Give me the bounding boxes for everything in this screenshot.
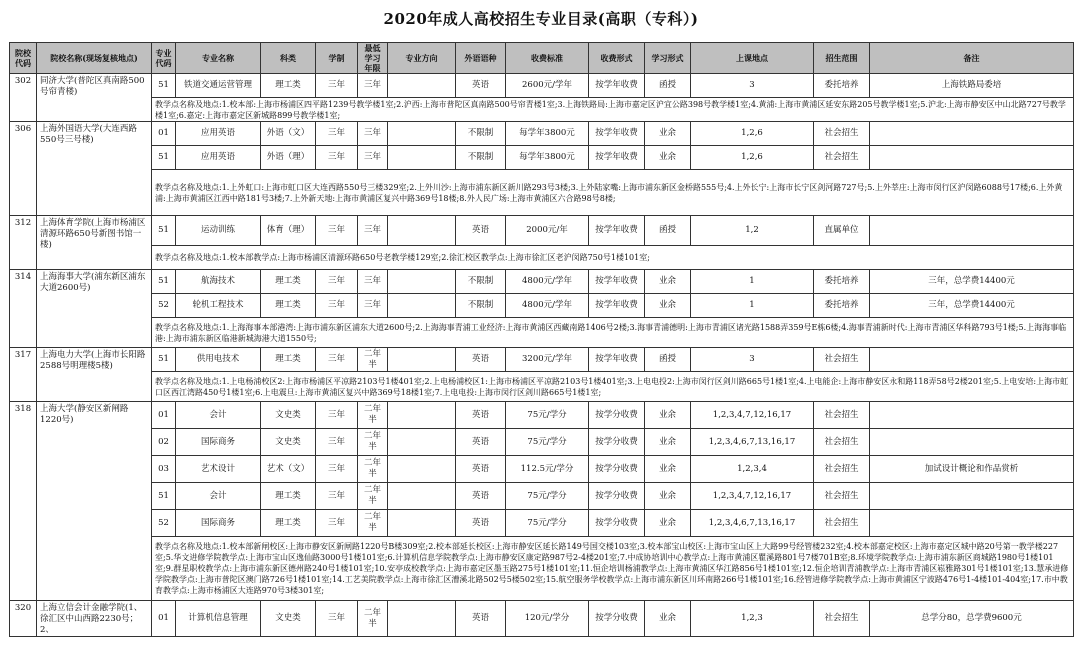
enroll-scope: 社会招生 — [814, 348, 870, 372]
duration: 三年 — [316, 348, 358, 372]
foreign-language: 英语 — [456, 510, 506, 537]
school-code: 318 — [10, 402, 37, 601]
major-name: 计算机信息管理 — [176, 601, 261, 637]
remark — [870, 216, 1074, 246]
enroll-scope: 直属单位 — [814, 216, 870, 246]
remark: 三年，总学费14400元 — [870, 270, 1074, 294]
major-name: 会计 — [176, 402, 261, 429]
direction — [388, 122, 456, 146]
teaching-site-row — [10, 372, 1074, 402]
column-header: 学习形式 — [645, 43, 691, 74]
column-header: 科类 — [261, 43, 316, 74]
study-form: 业余 — [645, 429, 691, 456]
fee: 120元/学分 — [506, 601, 589, 637]
fee: 75元/学分 — [506, 510, 589, 537]
class-location: 1,2,6 — [691, 146, 814, 170]
min-years: 三年 — [358, 270, 388, 294]
duration: 三年 — [316, 456, 358, 483]
major-name: 应用英语 — [176, 146, 261, 170]
fee: 75元/学分 — [506, 483, 589, 510]
major-code: 02 — [152, 429, 176, 456]
enroll-scope: 委托培养 — [814, 74, 870, 98]
school-code: 314 — [10, 270, 37, 348]
table-row — [10, 429, 1074, 456]
school-code: 317 — [10, 348, 37, 402]
foreign-language: 不限制 — [456, 270, 506, 294]
column-header: 收费形式 — [589, 43, 645, 74]
major-code: 51 — [152, 483, 176, 510]
table-row — [10, 483, 1074, 510]
fee: 每学年3800元 — [506, 122, 589, 146]
fee-form: 按学分收费 — [589, 510, 645, 537]
foreign-language: 英语 — [456, 216, 506, 246]
direction — [388, 402, 456, 429]
direction — [388, 146, 456, 170]
study-form: 业余 — [645, 456, 691, 483]
school-name: 上海电力大学(上海市长阳路2588号明理楼5楼) — [37, 348, 152, 402]
category: 理工类 — [261, 348, 316, 372]
major-name: 会计 — [176, 483, 261, 510]
min-years: 三年 — [358, 294, 388, 318]
fee: 每学年3800元 — [506, 146, 589, 170]
study-form: 业余 — [645, 270, 691, 294]
table-row — [10, 216, 1074, 246]
fee-form: 按学分收费 — [589, 601, 645, 637]
fee-form: 按学年收费 — [589, 270, 645, 294]
remark — [870, 122, 1074, 146]
direction — [388, 510, 456, 537]
major-code: 52 — [152, 510, 176, 537]
min-years: 二年半 — [358, 483, 388, 510]
fee-form: 按学分收费 — [589, 402, 645, 429]
school-name: 同济大学(普陀区真南路500号帘青楼) — [37, 74, 152, 122]
class-location: 1,2,3,4 — [691, 456, 814, 483]
major-code: 51 — [152, 348, 176, 372]
category: 理工类 — [261, 74, 316, 98]
enroll-scope: 社会招生 — [814, 483, 870, 510]
foreign-language: 英语 — [456, 429, 506, 456]
class-location: 1,2,3,4,7,12,16,17 — [691, 483, 814, 510]
fee-form: 按学年收费 — [589, 348, 645, 372]
foreign-language: 英语 — [456, 456, 506, 483]
duration: 三年 — [316, 483, 358, 510]
teaching-site-note: 教学点名称及地点:1.校本部新闸校区:上海市静安区新闸路1220号B楼309室;2.校本部延长校区:上海市静安区延长路149号国交楼103室;3.校本部宝山校区:上海市宝山区上大路99号经管楼232室;4.校本部嘉定校区:上海市嘉定区城中路20号第一教学楼227室;5.华文进修学院教学点:上海市宝山区逸仙路3000号1楼101室;6.计算机信息学院教学点:上海市静安区康定路987号2-4楼201室;7.中成协培训中心教学点:上海市黄浦区瞿溪路801号7楼701B室;8.环境学院教学点:上海市浦东新区商城路1980号1楼101室;9.群星职校教学点:上海市浦东新区德州路240号1楼101室;10.安亭成校教学点:上海市嘉定区墨玉路275号1楼101室;11.恒企培训杨浦教学点:上海市黄浦区华江路856号1楼101室;12.恒企培训青浦教学点:上海市青浦区崧雅路301号1楼101室;13.慧承进修学院教学点:上海市普陀区澳门路726号1楼101室;14.工艺美院教学点:上海市徐汇区漕溪北路502号5楼502室;15.航空服务学校教学点:上海市浦东新区川环南路266号1楼101室;16.经管进修学院教学点:上海市黄浦区宁波路476号1-4楼101-404室;17.市中教育教学点:上海市杨浦区大连路970号3楼301室; — [152, 537, 1074, 601]
category: 外语（文） — [261, 122, 316, 146]
fee: 3200元/学年 — [506, 348, 589, 372]
enroll-scope: 社会招生 — [814, 456, 870, 483]
teaching-site-row — [10, 537, 1074, 601]
table-row — [10, 510, 1074, 537]
fee-form: 按学分收费 — [589, 429, 645, 456]
remark — [870, 146, 1074, 170]
table-row — [10, 74, 1074, 98]
class-location: 3 — [691, 348, 814, 372]
remark — [870, 510, 1074, 537]
major-name: 轮机工程技术 — [176, 294, 261, 318]
enroll-scope: 社会招生 — [814, 601, 870, 637]
enroll-scope: 社会招生 — [814, 402, 870, 429]
column-header: 收费标准 — [506, 43, 589, 74]
teaching-site-row — [10, 246, 1074, 270]
teaching-site-note: 教学点名称及地点:1.上外虹口:上海市虹口区大连西路550号三楼329室;2.上外川沙:上海市浦东新区新川路293号3楼;3.上外陆家嘴:上海市浦东新区金桥路555号;4.上外长宁:上海市长宁区剑河路727号;5.上外莘庄:上海市闵行区沪闵路6088号17楼;6.上外黄浦:上海市黄浦区江西中路181号3楼;7.上外新天地:上海市黄浦区复兴中路369号18楼;8.外人民广场:上海市黄浦区六合路98号8楼; — [152, 170, 1074, 216]
remark: 三年，总学费14400元 — [870, 294, 1074, 318]
table-row — [10, 601, 1074, 637]
duration: 三年 — [316, 74, 358, 98]
remark — [870, 429, 1074, 456]
min-years: 二年半 — [358, 348, 388, 372]
major-code: 01 — [152, 122, 176, 146]
foreign-language: 不限制 — [456, 122, 506, 146]
duration: 三年 — [316, 510, 358, 537]
duration: 三年 — [316, 216, 358, 246]
study-form: 业余 — [645, 510, 691, 537]
major-code: 01 — [152, 402, 176, 429]
major-code: 51 — [152, 270, 176, 294]
school-code: 302 — [10, 74, 37, 122]
class-location: 1,2,3 — [691, 601, 814, 637]
category: 理工类 — [261, 510, 316, 537]
foreign-language: 不限制 — [456, 146, 506, 170]
study-form: 函授 — [645, 348, 691, 372]
foreign-language: 英语 — [456, 402, 506, 429]
major-code: 51 — [152, 216, 176, 246]
fee-form: 按学年收费 — [589, 216, 645, 246]
column-header: 专业代码 — [152, 43, 176, 74]
direction — [388, 429, 456, 456]
category: 理工类 — [261, 483, 316, 510]
class-location: 1,2,3,4,6,7,13,16,17 — [691, 510, 814, 537]
class-location: 3 — [691, 74, 814, 98]
teaching-site-row — [10, 170, 1074, 216]
enroll-scope: 社会招生 — [814, 146, 870, 170]
remark: 总学分80，总学费9600元 — [870, 601, 1074, 637]
column-header: 外语语种 — [456, 43, 506, 74]
major-code: 52 — [152, 294, 176, 318]
teaching-site-row — [10, 98, 1074, 122]
remark: 上海铁路局委培 — [870, 74, 1074, 98]
direction — [388, 483, 456, 510]
fee-form: 按学分收费 — [589, 483, 645, 510]
column-header: 学制 — [316, 43, 358, 74]
table-row — [10, 146, 1074, 170]
category: 体育（理） — [261, 216, 316, 246]
direction — [388, 456, 456, 483]
table-row — [10, 294, 1074, 318]
study-form: 业余 — [645, 402, 691, 429]
duration: 三年 — [316, 402, 358, 429]
major-name: 应用英语 — [176, 122, 261, 146]
teaching-site-row — [10, 318, 1074, 348]
fee: 112.5元/学分 — [506, 456, 589, 483]
category: 文史类 — [261, 601, 316, 637]
enroll-scope: 社会招生 — [814, 510, 870, 537]
column-header: 备注 — [870, 43, 1074, 74]
remark — [870, 348, 1074, 372]
column-header: 院校代码 — [10, 43, 37, 74]
min-years: 二年半 — [358, 456, 388, 483]
category: 文史类 — [261, 402, 316, 429]
min-years: 二年半 — [358, 402, 388, 429]
class-location: 1 — [691, 270, 814, 294]
direction — [388, 270, 456, 294]
table-row — [10, 270, 1074, 294]
min-years: 三年 — [358, 74, 388, 98]
duration: 三年 — [316, 294, 358, 318]
fee: 75元/学分 — [506, 402, 589, 429]
duration: 三年 — [316, 601, 358, 637]
foreign-language: 英语 — [456, 483, 506, 510]
direction — [388, 216, 456, 246]
major-name: 艺术设计 — [176, 456, 261, 483]
study-form: 函授 — [645, 74, 691, 98]
page-title: 2020年成人高校招生专业目录(高职（专科）) — [383, 10, 699, 28]
school-name: 上海外国语大学(大连西路550号三号楼) — [37, 122, 152, 216]
fee-form: 按学年收费 — [589, 74, 645, 98]
min-years: 二年半 — [358, 601, 388, 637]
table-row — [10, 402, 1074, 429]
teaching-site-note: 教学点名称及地点:1.校本部:上海市杨浦区四平路1239号教学楼1室;2.沪西:上海市普陀区真南路500号帘青楼1室;3.上海铁路局:上海市嘉定区沪宜公路398号教学楼1室;4.黄浦:上海市黄浦区延安东路205号教学楼1室;5.沪北:上海市静安区中山北路727号教学楼1室;6.嘉定:上海市嘉定区新城路899号教学楼1室; — [152, 98, 1074, 122]
direction — [388, 74, 456, 98]
direction — [388, 601, 456, 637]
min-years: 二年半 — [358, 510, 388, 537]
school-name: 上海大学(静安区新闸路1220号) — [37, 402, 152, 601]
fee-form: 按学年收费 — [589, 122, 645, 146]
major-code: 01 — [152, 601, 176, 637]
foreign-language: 英语 — [456, 74, 506, 98]
teaching-site-note: 教学点名称及地点:1.上电杨浦校区2:上海市杨浦区平凉路2103号1楼401室;2.上电杨浦校区1:上海市杨浦区平凉路2103号1楼401室;3.上电电投2:上海市闵行区剑川路665号1楼1室;4.上电能企:上海市静安区永和路118弄58号2楼201室;5.上电安培:上海市虹口区西江湾路450号1楼1室;6.上电震旦:上海市黄浦区复兴中路369号18楼1室;7.上电电投:上海市闵行区剑川路665号1楼1室; — [152, 372, 1074, 402]
foreign-language: 英语 — [456, 601, 506, 637]
enroll-scope: 委托培养 — [814, 294, 870, 318]
category: 理工类 — [261, 270, 316, 294]
fee: 4800元/学年 — [506, 270, 589, 294]
school-name: 上海海事大学(浦东新区浦东大道2600号) — [37, 270, 152, 348]
class-location: 1,2,6 — [691, 122, 814, 146]
class-location: 1 — [691, 294, 814, 318]
class-location: 1,2 — [691, 216, 814, 246]
enroll-scope: 社会招生 — [814, 429, 870, 456]
school-code: 306 — [10, 122, 37, 216]
column-header: 专业名称 — [176, 43, 261, 74]
school-name: 上海体育学院(上海市杨浦区清源环路650号新图书馆一楼) — [37, 216, 152, 270]
direction — [388, 294, 456, 318]
direction — [388, 348, 456, 372]
fee-form: 按学年收费 — [589, 294, 645, 318]
study-form: 业余 — [645, 122, 691, 146]
duration: 三年 — [316, 122, 358, 146]
major-name: 铁道交通运营管理 — [176, 74, 261, 98]
column-header: 上课地点 — [691, 43, 814, 74]
column-header: 院校名称(现场复核地点) — [37, 43, 152, 74]
major-code: 51 — [152, 74, 176, 98]
duration: 三年 — [316, 270, 358, 294]
header-row — [10, 43, 1074, 74]
min-years: 三年 — [358, 146, 388, 170]
remark — [870, 483, 1074, 510]
table-row — [10, 456, 1074, 483]
class-location: 1,2,3,4,7,12,16,17 — [691, 402, 814, 429]
fee-form: 按学分收费 — [589, 456, 645, 483]
column-header: 最低学习年限 — [358, 43, 388, 74]
catalog-table — [9, 42, 1074, 637]
school-name: 上海立信会计金融学院(1、徐汇区中山西路2230号；2、 — [37, 601, 152, 637]
major-code: 03 — [152, 456, 176, 483]
min-years: 二年半 — [358, 429, 388, 456]
major-name: 航海技术 — [176, 270, 261, 294]
foreign-language: 英语 — [456, 348, 506, 372]
table-row — [10, 348, 1074, 372]
teaching-site-note: 教学点名称及地点:1.校本部教学点:上海市杨浦区清源环路650号老教学楼129室;2.徐汇校区教学点:上海市徐汇区老沪闵路750号1楼101室; — [152, 246, 1074, 270]
major-code: 51 — [152, 146, 176, 170]
major-name: 国际商务 — [176, 510, 261, 537]
school-code: 320 — [10, 601, 37, 637]
study-form: 业余 — [645, 601, 691, 637]
foreign-language: 不限制 — [456, 294, 506, 318]
class-location: 1,2,3,4,6,7,13,16,17 — [691, 429, 814, 456]
study-form: 函授 — [645, 216, 691, 246]
study-form: 业余 — [645, 146, 691, 170]
major-name: 运动训练 — [176, 216, 261, 246]
column-header: 专业方向 — [388, 43, 456, 74]
fee: 2600元/学年 — [506, 74, 589, 98]
min-years: 三年 — [358, 122, 388, 146]
major-name: 国际商务 — [176, 429, 261, 456]
remark — [870, 402, 1074, 429]
school-code: 312 — [10, 216, 37, 270]
major-name: 供用电技术 — [176, 348, 261, 372]
column-header: 招生范围 — [814, 43, 870, 74]
enroll-scope: 社会招生 — [814, 122, 870, 146]
min-years: 三年 — [358, 216, 388, 246]
category: 理工类 — [261, 294, 316, 318]
fee: 75元/学分 — [506, 429, 589, 456]
study-form: 业余 — [645, 294, 691, 318]
duration: 三年 — [316, 429, 358, 456]
fee: 4800元/学年 — [506, 294, 589, 318]
duration: 三年 — [316, 146, 358, 170]
table-row — [10, 122, 1074, 146]
study-form: 业余 — [645, 483, 691, 510]
fee: 2000元/年 — [506, 216, 589, 246]
fee-form: 按学年收费 — [589, 146, 645, 170]
category: 文史类 — [261, 429, 316, 456]
teaching-site-note: 教学点名称及地点:1.上海海事本部港湾:上海市浦东新区浦东大道2600号;2.上海海事青浦工业经济:上海市黄浦区西藏南路1406号2楼;3.海事青浦德明:上海市青浦区诸光路1588弄359号E栋6楼;4.海事青浦新时代:上海市青浦区华科路793号1楼;5.上海海事临港:上海市浦东新区临港新城海港大道1550号; — [152, 318, 1074, 348]
category: 外语（理） — [261, 146, 316, 170]
enroll-scope: 委托培养 — [814, 270, 870, 294]
category: 艺术（文） — [261, 456, 316, 483]
remark: 加试设计概论和作品赏析 — [870, 456, 1074, 483]
